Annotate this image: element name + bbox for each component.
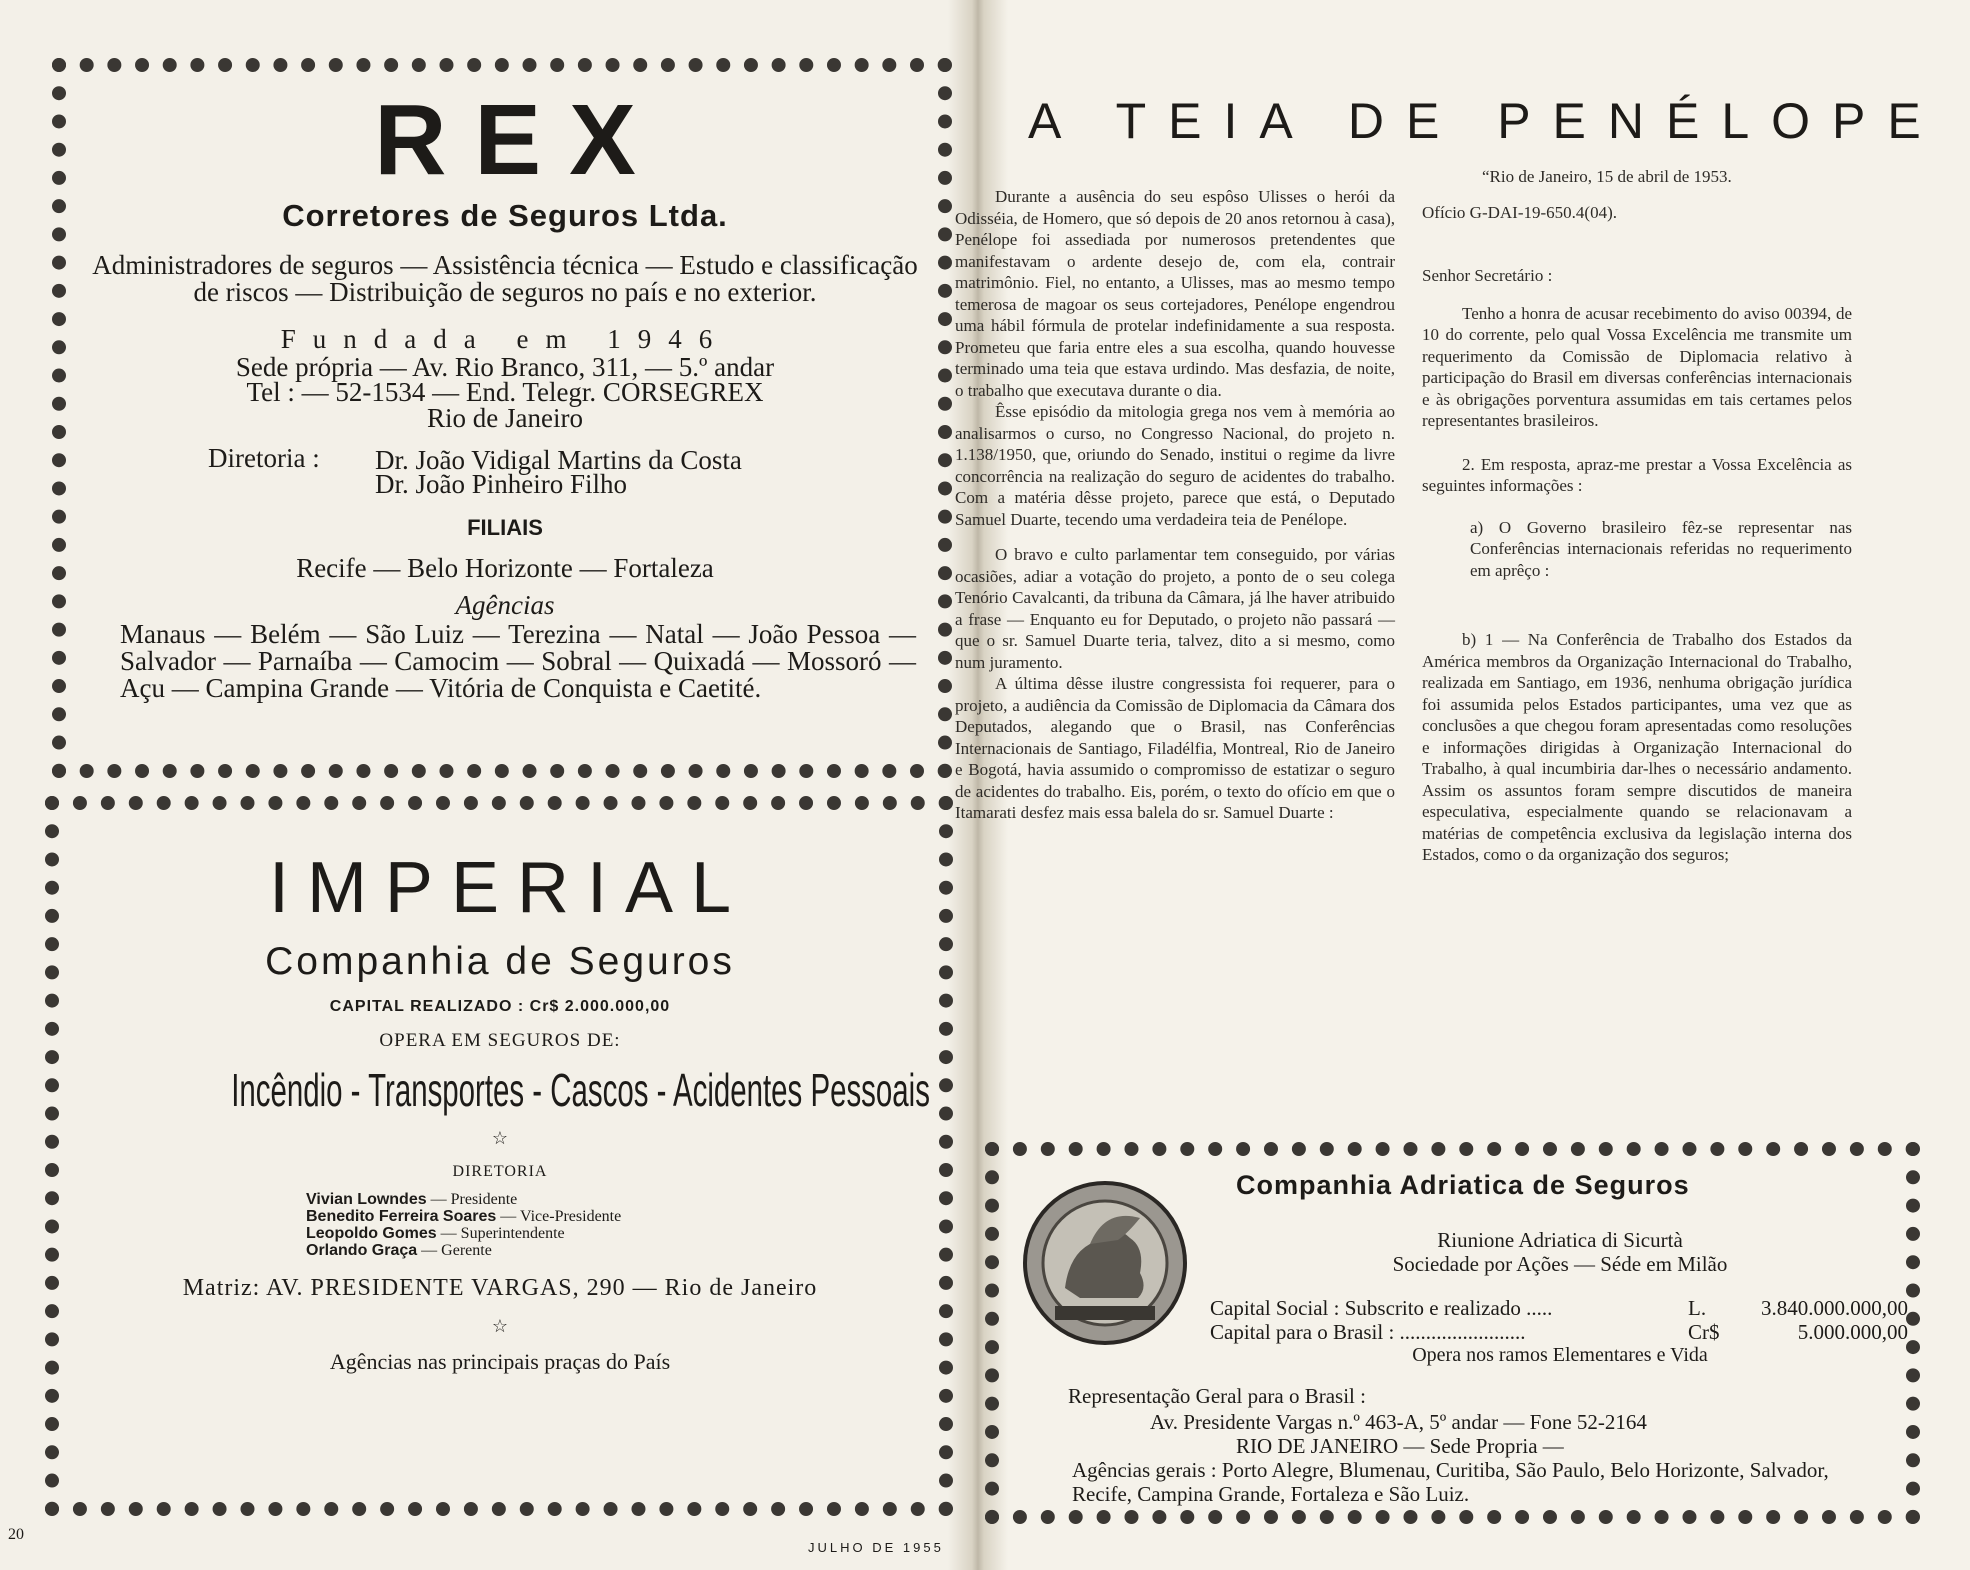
rex-subtitle: Corretores de Seguros Ltda. bbox=[282, 198, 728, 233]
star-icon: ☆ bbox=[491, 1128, 509, 1148]
rex-ad bbox=[90, 84, 920, 703]
capital-social-currency: L. bbox=[1688, 1296, 1707, 1320]
capital-brasil-label: Capital para o Brasil : ........................ bbox=[1210, 1320, 1526, 1344]
adriatica-rep-label: Representação Geral para o Brasil : bbox=[1068, 1384, 1366, 1408]
letter-paragraph: b) 1 — Na Conferência de Trabalho dos Estados da América membros da Organização Internacional do Trabalho, realizada em Santiago, em 1936, nenhuma obrigação jurídica foi assumida pelos Estados participantes, uma vez que as conclusões a que chegou foram apresentadas como resoluções e informações dirigidas à Organização Internacional do Trabalho, à qual incumbiria dar-lhes o necessário andamento. Assim os assuntos foram sempre discutidos de maneira especulativa, especialmente quando se relacionavam a matérias de competência exclusiva da legislação interna dos Estados, como o da organização dos seguros; bbox=[1422, 630, 1852, 864]
adriatica-line3: Opera nos ramos Elementares e Vida bbox=[1412, 1344, 1708, 1366]
article-paragraph: A última dêsse ilustre congressista foi requerer, para o projeto, a audiência da Comissão de Diplomacia da Câmara dos Deputados, alegando que o Brasil, nas Conferências Internacionais de Santiago, Filadélfia, Montreal, Rio de Janeiro e Bogotá, havia assumido o compromisso de estatizar o seguro de acidentes do trabalho. Eis, porém, o texto do ofício em que o Itamarati desfez mais essa balela do sr. Samuel Duarte : bbox=[955, 674, 1395, 822]
imperial-lines: Incêndio - Transportes - Cascos - Acidentes Pessoais bbox=[231, 1064, 930, 1116]
letter-date: “Rio de Janeiro, 15 de abril de 1953. bbox=[1482, 167, 1732, 186]
board-role: — Presidente bbox=[430, 1191, 518, 1208]
rex-board-member: Dr. João Pinheiro Filho bbox=[375, 469, 628, 499]
imperial-board-label: DIRETORIA bbox=[452, 1163, 548, 1180]
capital-brasil-currency: Cr$ bbox=[1688, 1320, 1720, 1344]
adriatica-name: Companhia Adriatica de Seguros bbox=[1236, 1170, 1690, 1200]
rex-phone: Tel : — 52-1534 — End. Telegr. CORSEGREX bbox=[246, 377, 764, 407]
article-column-1 bbox=[955, 186, 1395, 824]
rex-founded: Fundada em 1946 bbox=[280, 324, 730, 354]
rex-agencies-label: Agências bbox=[455, 590, 555, 620]
letter-office: Ofício G-DAI-19-650.4(04). bbox=[1422, 202, 1617, 222]
adriatica-rep-address: Av. Presidente Vargas n.º 463-A, 5º andar — Fone 52-2164 bbox=[1150, 1410, 1647, 1434]
board-row bbox=[306, 1191, 920, 1208]
imperial-hq: Matriz: AV. PRESIDENTE VARGAS, 290 — Rio de Janeiro bbox=[182, 1275, 818, 1301]
rex-services: Administradores de seguros — Assistência técnica — Estudo e classificação de riscos — Distribuição de seguros no país e no exterior. bbox=[92, 250, 918, 307]
board-role: — Vice-Presidente bbox=[500, 1208, 622, 1225]
board-row bbox=[306, 1208, 920, 1225]
board-role: — Gerente bbox=[421, 1242, 492, 1259]
rex-city: Rio de Janeiro bbox=[427, 403, 583, 433]
article-column-2 bbox=[1422, 166, 1852, 866]
board-role: — Superintendente bbox=[440, 1225, 565, 1242]
rex-address: Sede própria — Av. Rio Branco, 311, — 5.º andar bbox=[235, 352, 775, 382]
article-title: A TEIA DE PENÉLOPE bbox=[1028, 93, 1943, 149]
rex-agencies: Manaus — Belém — São Luiz — Terezina — Natal — João Pessoa — Salvador — Parnaíba — Camocim — Sobral — Quixadá — Mossoró — Açu — Campina Grande — Vitória de Conquista e Caetité. bbox=[120, 619, 916, 703]
issue-date: JULHO DE 1955 bbox=[808, 1540, 944, 1555]
rex-name: REX bbox=[374, 84, 664, 196]
adriatica-rep-city: RIO DE JANEIRO — Sede Propria — bbox=[1236, 1434, 1564, 1458]
adriatica-agencies: Agências gerais : Porto Alegre, Blumenau, Curitiba, São Paulo, Belo Horizonte, Salvador, Recife, Campina Grande, Fortaleza e São Luiz. bbox=[1072, 1458, 1829, 1506]
capital-brasil-value: 5.000.000,00 bbox=[1797, 1320, 1908, 1344]
imperial-board bbox=[306, 1191, 920, 1259]
capital-social-value: 3.840.000.000,00 bbox=[1761, 1296, 1908, 1320]
imperial-name: IMPERIAL bbox=[268, 848, 750, 928]
rex-branches-label: FILIAIS bbox=[467, 515, 543, 540]
rex-branches: Recife — Belo Horizonte — Fortaleza bbox=[296, 553, 714, 583]
article-paragraph: Êsse episódio da mitologia grega nos vem à memória ao analisarmos o curso, no Congresso Nacional, do projeto n. 1.138/1950, que, oriundo do Senado, institui o regime da livre concorrência na realização do seguro de acidentes do trabalho. Com a matéria dêsse projeto, parece que está, o Deputado Samuel Duarte, tecendo uma verdadeira teia de Penélope. bbox=[955, 402, 1395, 529]
imperial-agencies: Agências nas principais praças do País bbox=[329, 1349, 671, 1374]
board-name: Orlando Graça bbox=[306, 1242, 418, 1259]
page-number: 20 bbox=[8, 1526, 24, 1543]
board-name: Benedito Ferreira Soares bbox=[306, 1208, 497, 1225]
capital-row bbox=[1210, 1320, 1910, 1344]
capital-social-label: Capital Social : Subscrito e realizado ..... bbox=[1210, 1296, 1553, 1320]
board-row bbox=[306, 1242, 920, 1259]
board-row bbox=[306, 1225, 920, 1242]
rex-board-label: Diretoria : bbox=[208, 443, 320, 473]
imperial-subtitle: Companhia de Seguros bbox=[265, 940, 735, 983]
adriatica-line1: Riunione Adriatica di Sicurtà bbox=[1437, 1228, 1683, 1252]
letter-salutation: Senhor Secretário : bbox=[1422, 266, 1553, 285]
article-paragraph: O bravo e culto parlamentar tem conseguido, por várias ocasiões, adiar a votação do projeto, a ponto de o seu colega Tenório Cavalcanti, da tribuna da Câmara, já lhe haver atribuido a frase — Enquanto eu for Deputado, o projeto não passará — que o sr. Samuel Duarte teria, talvez, dito a si mesmo, como num juramento. bbox=[955, 545, 1395, 672]
adriatica-line2: Sociedade por Ações — Séde em Milão bbox=[1392, 1252, 1728, 1276]
imperial-operates: OPERA EM SEGUROS DE: bbox=[379, 1030, 621, 1051]
board-name: Vivian Lowndes bbox=[306, 1191, 427, 1208]
rex-board-member: Dr. João Vidigal Martins da Costa bbox=[375, 445, 742, 475]
board-name: Leopoldo Gomes bbox=[306, 1225, 437, 1242]
imperial-ad bbox=[80, 848, 930, 1375]
lion-medallion-icon bbox=[1020, 1178, 1190, 1348]
capital-row bbox=[1210, 1296, 1910, 1320]
letter-paragraph: Tenho a honra de acusar recebimento do aviso 00394, de 10 do corrente, pelo qual Vossa Excelência me transmite um requerimento da Comissão de Diplomacia relativo à participação do Brasil em diversas conferências internacionais e às obrigações porventura assumidas em tais certames pelos representantes brasileiros. bbox=[1422, 303, 1852, 430]
article-paragraph: Durante a ausência do seu espôso Ulisses o herói da Odisséia, de Homero, que só depois de 20 anos retornou à casa), Penélope foi assediada por numerosos pretendentes que manifestavam o ardente desejo de, com ela, contrair matrimônio. Fiel, no entanto, a Ulisses, mas ao mesmo tempo temerosa de magoar os seus cortejadores, Penélope engendrou uma hábil fórmula de protelar indefinidamente a sua resposta. Prometeu que faria entre eles a sua escolha, quando houvesse terminado uma teia que estava urdindo. Mas desfazia, de noite, o trabalho que executava durante o dia. bbox=[955, 187, 1395, 400]
imperial-capital: CAPITAL REALIZADO : Cr$ 2.000.000,00 bbox=[329, 998, 671, 1015]
letter-paragraph: a) O Governo brasileiro fêz-se representar nas Conferências internacionais referidas no requerimento em aprêço : bbox=[1470, 517, 1852, 580]
rex-board bbox=[90, 445, 920, 501]
star-icon: ☆ bbox=[491, 1316, 509, 1336]
letter-paragraph: 2. Em resposta, apraz-me prestar a Vossa Excelência as seguintes informações : bbox=[1422, 454, 1852, 495]
